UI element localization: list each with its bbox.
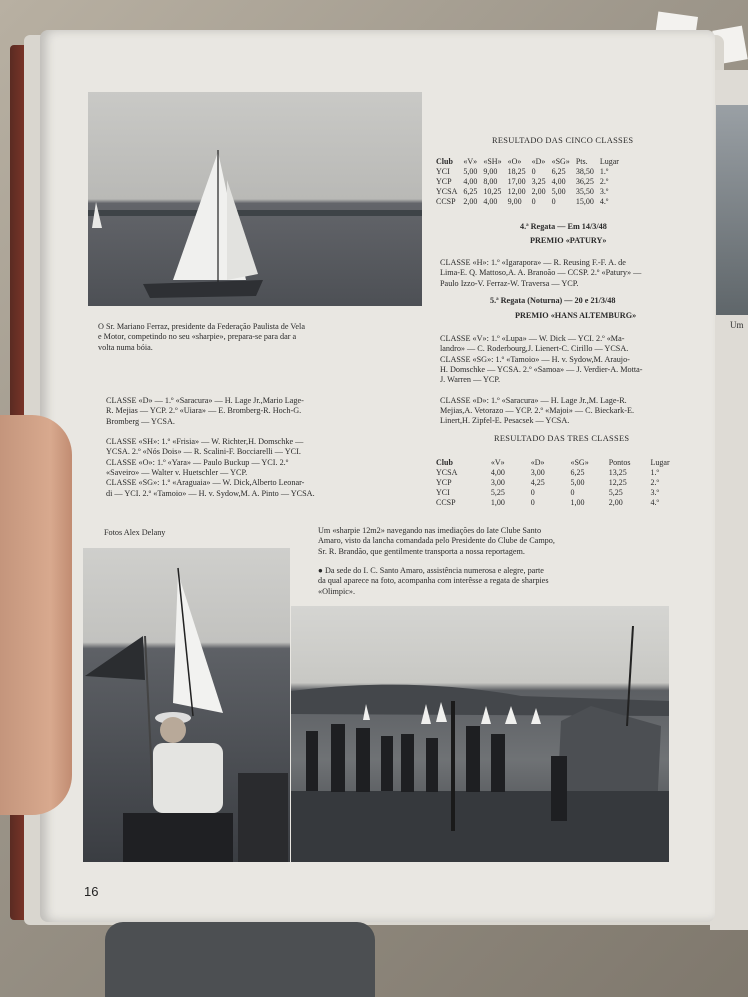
table1-title: RESULTADO DAS CINCO CLASSES [492, 136, 634, 145]
table-header-row [436, 157, 625, 167]
table-row: CCSP 2,00 4,00 9,00 0 0 15,00 4.º [436, 197, 609, 206]
regata4-results: CLASSE «H»: 1.º «Igarapora» — R. Reusing F.-F. A. de Lima-E. Q. Mattoso,A. A. Branoão — CCSP. 2.º «Patury» — Paulo Izzo-V. Ferraz-W. Traversa — YCP. [440, 258, 642, 288]
table2-title: RESULTADO DAS TRES CLASSES [494, 434, 630, 443]
table-row: YCP 3,00 4,25 5,00 12,25 2.º [436, 478, 659, 487]
results-table-five-classes [436, 157, 625, 207]
table-row: CCSP 1,00 0 1,00 2,00 4.º [436, 498, 659, 507]
table-header: «O» [507, 157, 522, 166]
table-header: «D» [531, 157, 546, 166]
photo-boat-helmsman [83, 548, 290, 862]
table-header: «SH» [483, 157, 502, 166]
regata4-premio: PREMIO «PATURY» [530, 236, 607, 245]
table-row: YCSA 6,25 10,25 12,00 2,00 5,00 35,50 3.º [436, 187, 609, 196]
table-header: «SG» [551, 157, 570, 166]
table-header: «SG» [570, 458, 589, 467]
table-header: «V» [490, 458, 505, 467]
photo-sailboat [88, 92, 422, 306]
next-page-text: Um [730, 320, 744, 330]
left-results: CLASSE «D» — 1.º «Saracura» — H. Lage Jr.,Mario Lage- R. Mejias — YCP. 2.º «Uiara» — E. Bromberg-R. Hoch-G. Bromberg — YCSA. CLASSE «SH»: 1.º «Frisia» — W. Richter,H. Domschke — YCSA. 2.º «Nós Dois» — R. Scalini-F. Bocciarelli — YCI. CLASSE «O»: 1.º «Yara» — Paulo Buckup — YCI. 2.º «Saveiro» — Walter v. Huetschler — YCP. CLASSE «SG»: 1.º «Araguaia» — W. Dick,Alberto Leonar- di — YCI. 2.º «Tamoio» — H. v. Sydow,M. A. Pinto — YCSA. [106, 396, 315, 498]
photo-credit: Fotos Alex Delany [104, 528, 166, 537]
caption-main: O Sr. Mariano Ferraz, presidente da Federação Paulista de Vela e Motor, competindo no seu «sharpie», prepara-se para dar a volta numa bóia. [98, 322, 305, 352]
table-header: Club [436, 157, 453, 166]
page-number: 16 [84, 884, 99, 899]
table-row: YCSA 4,00 3,00 6,25 13,25 1.º [436, 468, 659, 477]
table-row: YCP 4,00 8,00 17,00 3,25 4,00 36,25 2.º [436, 177, 609, 186]
table-header: Lugar [650, 458, 670, 467]
table-header: «V» [463, 157, 478, 166]
regata5-results: CLASSE «V»: 1.º «Lupa» — W. Dick — YCI. 2.º «Ma- landro» — C. Roderbourg,J. Lienert-C. Cirillo — YCSA. CLASSE «SG»: 1.º «Tamoio» — H. v. Sydow,M. Araujo- H. Domschke — YCSA. 2.º «Samoa» — J. Verdier-A. Motta- J. Warren — YCP. CLASSE «D»: 1.º «Saracura» — H. Lage Jr.,M. Lage-R. Mejias,A. Vetorazo — YCP. 2.º «Majoi» — C. Bieckark-E. Linert,H. Zipfel-E. Pesacsek — YCSA. [440, 334, 643, 426]
regata5-heading: 5.ª Regata (Noturna) — 20 e 21/3/48 [490, 296, 616, 305]
table-header: Club [436, 458, 453, 467]
table-row: YCI 5,00 9,00 18,25 0 6,25 38,50 1.º [436, 167, 609, 176]
results-table-three-classes [436, 458, 676, 508]
photo-club-spectators [291, 606, 669, 862]
table-header: Pts. [575, 157, 588, 166]
table-header: Pontos [608, 458, 631, 467]
caption-sharpie: Um «sharpie 12m2» navegando nas imediações do Iate Clube Santo Amaro, visto da lancha comandada pelo Presidente do Clube de Campo, Sr. R. Brandão, que gentilmente transporta a nossa reportagem. [318, 526, 555, 556]
next-page-photo [716, 105, 748, 315]
table-header: Lugar [599, 157, 619, 166]
regata4-heading: 4.ª Regata — Em 14/3/48 [520, 222, 607, 231]
table-row: YCI 5,25 0 0 5,25 3.º [436, 488, 659, 497]
caption-club-sede: ● Da sede do I. C. Santo Amaro, assistência numerosa e alegre, parte da qual aparece na foto, acompanha com interêsse a regata de sharpies «Olimpic». [318, 566, 549, 596]
table-header: «D» [530, 458, 545, 467]
shoe [105, 922, 375, 997]
table-header-row [436, 458, 676, 468]
thumb [0, 415, 72, 815]
regata5-premio: PREMIO «HANS ALTEMBURG» [515, 311, 637, 320]
